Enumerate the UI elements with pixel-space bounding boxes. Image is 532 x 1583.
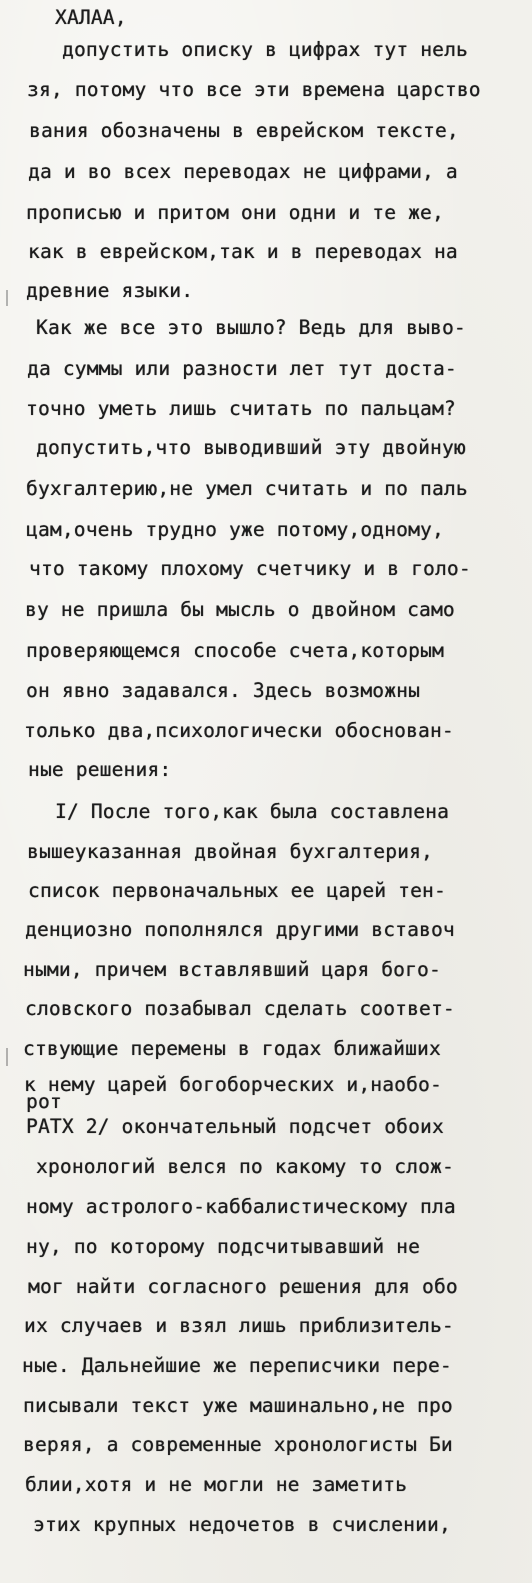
text-line: писывали текст уже машинально,не про: [23, 1394, 453, 1417]
text-line: их случаев и взял лишь приблизитель-: [24, 1314, 454, 1337]
text-line: как в еврейском,так и в переводах на: [28, 240, 458, 263]
text-line: список первоначальных ее царей тен-: [28, 879, 446, 902]
text-line: к нему царей богоборческих и,наобо-: [24, 1073, 442, 1096]
text-line: вания обозначены в еврейском тексте,: [29, 119, 459, 142]
text-line: прописью и притом они одни и те же,: [26, 201, 444, 224]
text-line: ствующие перемены в годах ближайших: [23, 1037, 441, 1060]
text-line: ными, причем вставлявший царя бого-: [23, 958, 441, 981]
text-line: точно уметь лишь считать по пальцам?: [26, 397, 456, 420]
text-line: ну, по которому подсчитывавший не: [26, 1235, 421, 1258]
text-line: допустить,что выводивший эту двойную: [36, 436, 466, 459]
text-line: вышеуказанная двойная бухгалтерия,: [27, 840, 433, 863]
text-line: только два,психологически обоснован-: [24, 719, 454, 742]
text-line: I/ После того,как была составлена: [55, 800, 450, 823]
text-line: ХАЛАА,: [55, 6, 127, 29]
text-line: ву не пришла бы мысль о двойном само: [25, 598, 455, 621]
text-line: он явно задавался. Здесь возможны: [26, 679, 421, 702]
text-line: проверяющемся способе счета,которым: [26, 639, 444, 662]
text-line: мог найти согласного решения для обо: [28, 1275, 458, 1298]
margin-mark: [6, 1048, 8, 1066]
text-line: денциозно пополнялся другими вставоч: [25, 918, 455, 941]
text-line: да и во всех переводах не цифрами, а: [28, 160, 458, 183]
text-line: словского позабывал сделать соответ-: [25, 997, 455, 1020]
text-line: да суммы или разности лет тут доста-: [27, 357, 457, 380]
text-line: хронологий велся по какому то слож-: [36, 1155, 454, 1178]
text-line: цам,очень трудно уже потому,одному,: [26, 518, 444, 541]
text-line: бухгалтерию,не умел считать и по паль: [26, 477, 468, 500]
text-line: этих крупных недочетов в счислении,: [33, 1513, 451, 1536]
text-line: ному астролого-каббалистическому пла: [26, 1195, 456, 1218]
text-line: ные решения:: [28, 758, 172, 781]
margin-mark: [6, 290, 8, 306]
text-line: что такому плохому счетчику и в голо-: [29, 557, 471, 580]
text-line: ные. Дальнейшие же переписчики пере-: [22, 1354, 452, 1377]
text-line: Как же все это вышло? Ведь для выво-: [36, 316, 466, 339]
text-line: РАТХ 2/ окончательный подсчет обоих: [26, 1115, 444, 1138]
text-line: древние языки.: [26, 279, 194, 302]
text-line: блии,хотя и не могли не заметить: [25, 1473, 408, 1496]
text-line: рот: [26, 1090, 62, 1113]
text-line: допустить описку в цифрах тут нель: [62, 38, 468, 61]
text-line: зя, потому что все эти времена царство: [27, 78, 481, 101]
text-line: веряя, а современные хронологисты Би: [23, 1433, 453, 1456]
